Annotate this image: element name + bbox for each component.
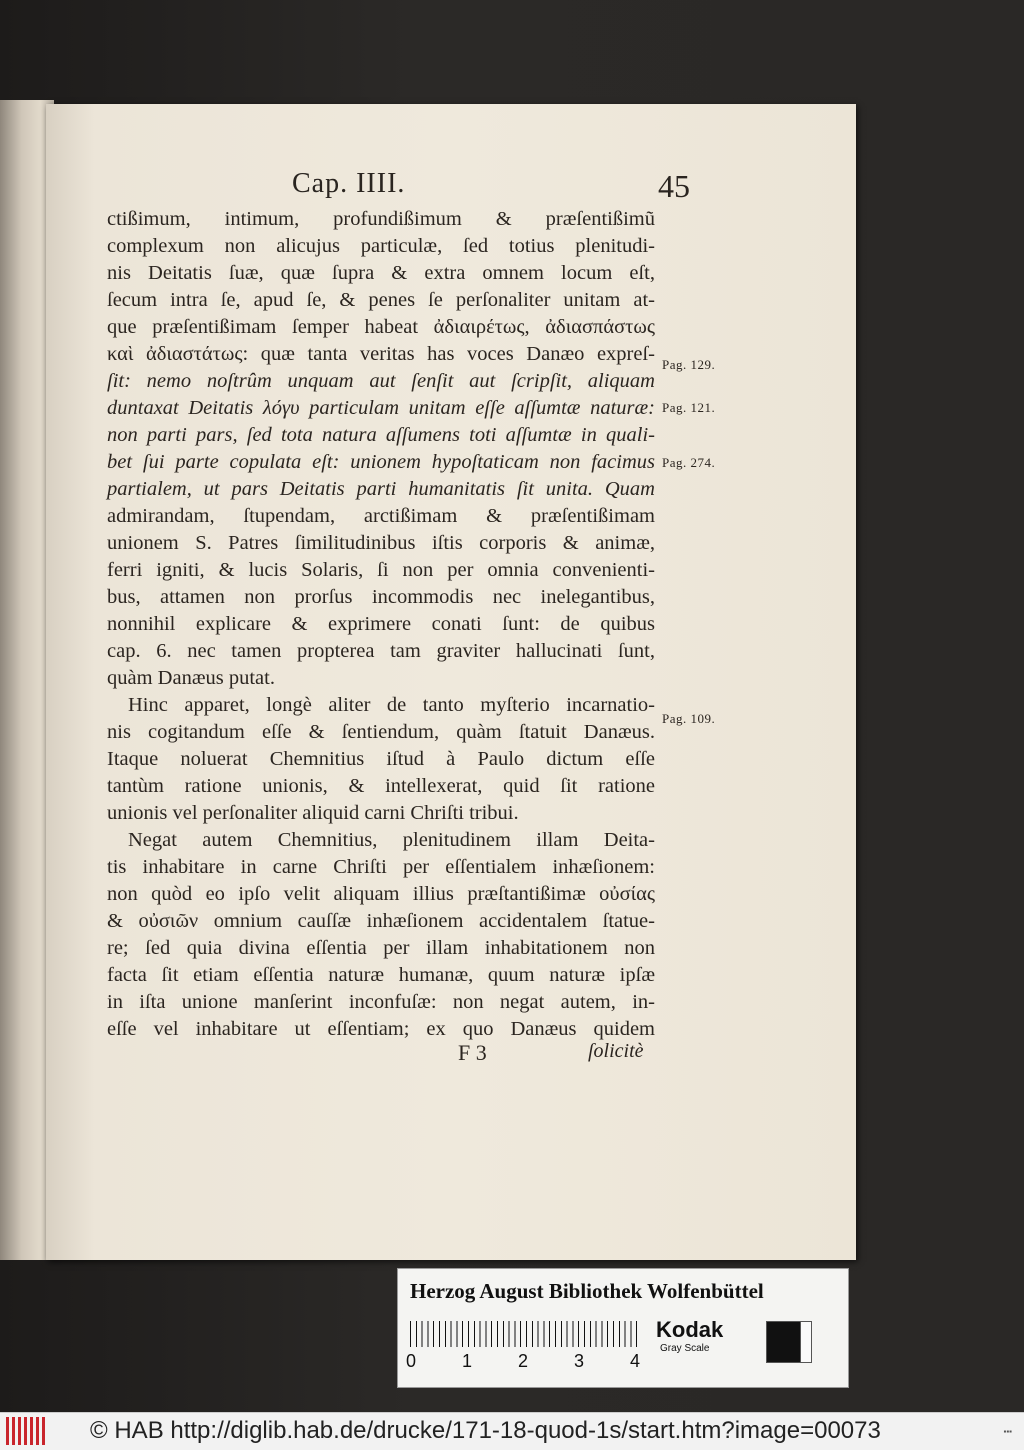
gray-scale-label: Gray Scale [660,1343,710,1354]
text-line: duntaxat Deitatis λόγυ particulam unitam eſſe aſſumtæ naturæ: [107,397,655,419]
scale-ruler [410,1321,642,1347]
white-swatch [800,1321,812,1363]
black-swatch [766,1321,802,1363]
text-line: bet ſui parte copulata eſt: unionem hypoſtaticam non facimus [107,451,655,473]
text-line: que præſentißimam ſemper habeat ἀδιαιρέτως, ἀδιασπάστως [107,316,655,338]
margin-note: Pag. 109. [662,711,716,726]
text-line: tis inhabitare in carne Chriſti per eſſentialem inhæſionem: [107,856,655,878]
text-line: Itaque noluerat Chemnitius iſtud à Paulo dictum eſſe [107,748,655,770]
copyright-url[interactable]: © HAB http://diglib.hab.de/drucke/171-18-quod-1s/start.htm?image=00073 [90,1417,881,1444]
text-line: & οὐσιῶν omnium cauſſæ inhæſionem accidentalem ſtatue- [107,910,655,932]
text-line: bus, attamen non prorſus incommodis nec inelegantibus, [107,586,655,608]
kodak-logo: Kodak [656,1317,724,1342]
text-line: non parti pars, ſed tota natura aſſumens toti aſſumtæ in quali- [107,424,655,446]
text-line: ferri igniti, & lucis Solaris, ſi non per omnia convenienti- [107,559,655,581]
text-line: nonnihil explicare & exprimere conati ſunt: de quibus [107,613,655,635]
hab-logo-icon [6,1417,46,1445]
text-line: cap. 6. nec tamen propterea tam graviter hallucinati ſunt, [107,640,655,662]
text-line: ſit: nemo noſtrûm unquam aut ſenſit aut ſcripſit, aliquam [107,370,655,392]
text-line: partialem, ut pars Deitatis parti humanitatis ſit unita. Quam [107,478,655,500]
scale-number: 1 [462,1351,473,1371]
text-line: ſecum intra ſe, apud ſe, & penes ſe perſonaliter unitam at- [107,289,655,311]
running-head: Cap. IIII. [292,168,406,199]
text-line: nis cogitandum eſſe & ſentiendum, quàm ſtatuit Danæus. [107,721,655,743]
text-line: quàm Danæus putat. [107,667,275,689]
text-line: admirandam, ſtupendam, arctißimam & præſentißimam [107,505,655,527]
text-line: Hinc apparet, longè aliter de tanto myſterio incarnatio- [128,694,655,716]
text-line: καὶ ἀδιαστάτως: quæ tanta veritas has voces Danæo expreſ- [107,343,655,365]
catchword: ſolicitè [588,1040,644,1062]
text-line: nis Deitatis ſuæ, quæ ſupra & extra omnem locum eſt, [107,262,655,284]
text-line: in iſta unione manſerint inconfuſæ: non negat autem, in- [107,991,655,1013]
library-name: Herzog August Bibliothek Wolfenbüttel [410,1279,764,1303]
text-line: Negat autem Chemnitius, plenitudinem illam Deita- [128,829,655,851]
text-line: eſſe vel inhabitare ut eſſentiam; ex quo Danæus quidem [107,1018,655,1040]
scale-number: 0 [406,1351,417,1371]
text-line: tantùm ratione unionis, & intellexerat, quid ſit ratione [107,775,655,797]
text-line: facta ſit etiam eſſentia naturæ humanæ, quum naturæ ipſæ [107,964,655,986]
margin-note: Pag. 129. [662,357,716,372]
margin-note: Pag. 274. [662,455,716,470]
text-line: ctißimum, intimum, profundißimum & præſentißimũ [107,208,655,230]
text-line: re; ſed quia divina eſſentia per illam inhabitationem non [107,937,655,959]
scale-numbers [406,1351,686,1372]
text-line: complexum non alicujus particulæ, ſed totius plenitudi- [107,235,655,257]
text-line: non quòd eo ipſo velit aliquam illius præſtantißimæ οὐσίας [107,883,655,905]
scale-number: 3 [574,1351,585,1371]
scale-number: 4 [630,1351,641,1371]
footer-bar [0,1412,1024,1450]
corner-mark: ▪▪▪ [1003,1427,1012,1436]
text-line: unionem S. Patres ſimilitudinibus iſtis corporis & animæ, [107,532,655,554]
scale-number: 2 [518,1351,529,1371]
margin-note: Pag. 121. [662,400,716,415]
page-number: 45 [658,168,690,204]
color-target-card [397,1268,849,1388]
signature-mark: F 3 [458,1040,487,1065]
text-line: unionis vel perſonaliter aliquid carni Chriſti tribui. [107,802,519,824]
